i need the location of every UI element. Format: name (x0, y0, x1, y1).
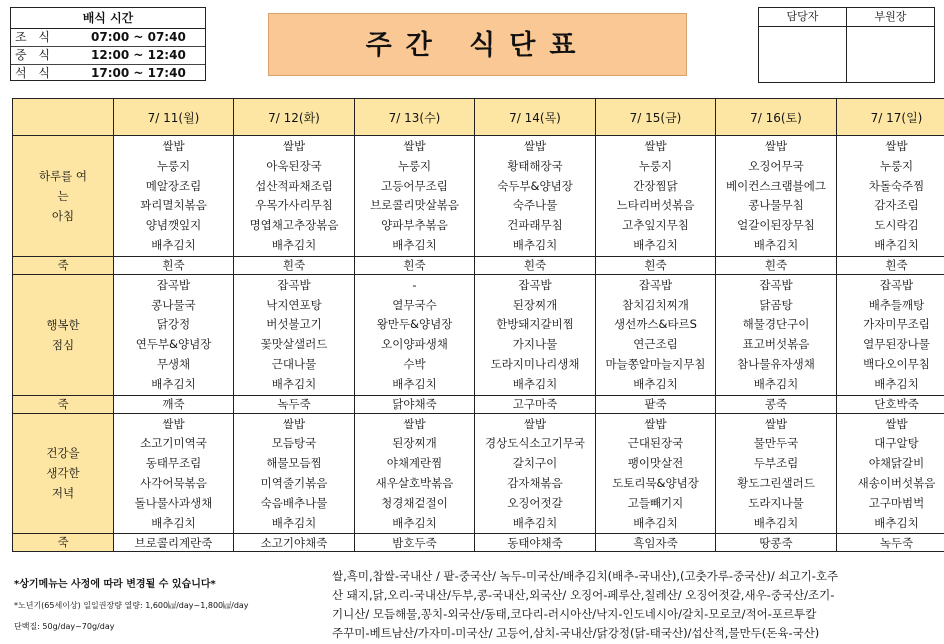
menu-item: 얼갈이된장무침 (737, 218, 815, 233)
page-title: 주간 식단표 (268, 13, 687, 76)
menu-item: 메알장조림 (145, 178, 202, 193)
menu-item: 사각어묵볶음 (140, 475, 207, 490)
meal-label-line: 행복한 (46, 317, 80, 332)
menu-item: 고구마범벅 (868, 495, 925, 510)
day-header: 7/ 12(화) (234, 99, 355, 136)
menu-item: 낙지연포탕 (266, 297, 322, 312)
day-header: 7/ 14(목) (475, 99, 596, 136)
lunch-label (13, 274, 114, 395)
menu-item: 새송이버섯볶음 (857, 475, 936, 490)
porridge-cell: 흰죽 (234, 256, 355, 274)
breakfast-label (13, 136, 114, 257)
menu-cell (355, 413, 475, 534)
origin-line: 산 돼지,닭,오리-국내산/두부,콩-국내산,외국산/ 오징어-페루산,칠레산/ 오징어젓갈,새우-중국산/조기- (332, 588, 835, 602)
menu-item: 배추김치 (512, 515, 558, 530)
menu-item: 베이컨스크램블에그 (726, 178, 826, 193)
menu-item: 갈치구이 (512, 456, 558, 471)
day-header: 7/ 17(일) (837, 99, 944, 136)
meal-time-row (11, 64, 205, 82)
menu-item: 열무국수 (392, 297, 437, 312)
menu-cell (234, 274, 355, 395)
menu-cell (716, 274, 837, 395)
menu-item: 참치김치찌개 (622, 297, 689, 312)
menu-item: 잡곡밥 (879, 277, 914, 292)
menu-item: 배추김치 (753, 515, 799, 530)
meal-time-value: 17:00 ~ 17:40 (91, 66, 186, 80)
menu-item: 콩나물무침 (748, 198, 804, 213)
menu-item: 건파래무침 (507, 218, 563, 233)
menu-item: 잡곡밥 (277, 277, 311, 292)
header-corner (13, 99, 114, 136)
menu-cell (475, 136, 596, 257)
menu-item: 쌀밥 (764, 139, 788, 153)
menu-item: 양념깻잎지 (145, 218, 202, 233)
menu-item: 배추김치 (753, 237, 799, 252)
menu-item: 간장찜닭 (633, 178, 678, 193)
menu-item: 양파부추볶음 (381, 218, 448, 233)
menu-item: 쌀밥 (403, 139, 426, 153)
meal-time-title: 배식 시간 (11, 8, 205, 29)
menu-item: 쌀밥 (764, 416, 788, 431)
menu-item: 동태무조림 (145, 456, 202, 471)
menu-item: 명엽채고추장볶음 (249, 218, 339, 233)
porridge-cell: 흰죽 (114, 256, 234, 274)
menu-item: 우목가사리무침 (255, 198, 333, 213)
porridge-cell: 깨죽 (114, 395, 234, 413)
porridge-cell: 닭야채죽 (355, 395, 475, 413)
meal-label-line: 하루를 여 (38, 168, 88, 183)
menu-item: 연두부&양념장 (135, 337, 212, 352)
meal-time-label: 조 식 (15, 30, 54, 44)
porridge-cell: 콩죽 (716, 395, 837, 413)
lunch-row (13, 274, 944, 395)
menu-item: 꽃맛살샐러드 (260, 337, 328, 352)
menu-item: 차돌숙주찜 (868, 178, 925, 193)
menu-item: 야채닭갈비 (868, 456, 925, 471)
menu-item: 쌀밥 (644, 139, 667, 153)
menu-item: 백다오이무침 (863, 356, 930, 371)
menu-item: 쌀밥 (282, 416, 306, 431)
menu-item: 배추김치 (392, 515, 437, 530)
menu-item: 오이양파생채 (381, 337, 448, 352)
menu-item: 배추김치 (151, 515, 196, 530)
menu-item: 숙두부&양념장 (497, 178, 573, 193)
menu-item: 근대나물 (271, 356, 317, 371)
menu-item: 수박 (403, 356, 426, 371)
origin-info (332, 567, 936, 643)
menu-item: 배추김치 (512, 237, 558, 252)
porridge-cell: 밤호두죽 (355, 534, 475, 552)
porridge-row (13, 395, 944, 413)
porridge-label: 죽 (13, 534, 114, 552)
menu-cell (837, 136, 944, 257)
meal-label-line: 저녁 (51, 486, 75, 501)
meal-label-line: 는 (57, 188, 69, 203)
menu-item: 마늘쫑알마늘지무침 (605, 356, 706, 371)
day-header: 7/ 16(토) (716, 99, 837, 136)
menu-item: 배추김치 (271, 515, 317, 530)
porridge-cell: 팥죽 (596, 395, 716, 413)
menu-item: 고들빼기지 (627, 495, 684, 510)
change-notice: *상기메뉴는 사정에 따라 변경될 수 있습니다* (14, 579, 216, 590)
menu-item: 두부조림 (753, 456, 799, 471)
menu-item: 경상도식소고기무국 (485, 436, 585, 451)
menu-item: 근대된장국 (627, 436, 684, 451)
meal-time-row (11, 46, 205, 64)
meal-label-line: 아침 (51, 208, 75, 223)
meal-label-line: 건강을 (46, 446, 80, 461)
meal-time-row (11, 29, 205, 46)
menu-cell (837, 274, 944, 395)
day-header: 7/ 11(월) (114, 99, 234, 136)
menu-item: 가자미무조림 (863, 317, 930, 332)
menu-item: 고추잎지무침 (622, 218, 689, 233)
menu-item: 콩나물국 (151, 297, 196, 312)
menu-cell (716, 136, 837, 257)
menu-item: 배추들깨탕 (868, 297, 925, 312)
porridge-cell: 흰죽 (596, 256, 716, 274)
menu-item: 된장찌개 (392, 436, 437, 451)
menu-item: 소고기미역국 (140, 436, 207, 451)
menu-item: 참나물유자생채 (737, 356, 815, 371)
menu-cell (837, 413, 944, 534)
approval-box (758, 7, 935, 83)
menu-item: 돌나물사과생채 (134, 495, 213, 510)
menu-item: 배추김치 (633, 237, 678, 252)
meal-label-line: 점심 (51, 337, 75, 352)
menu-item: 쌀밥 (523, 139, 547, 153)
menu-item: 브로콜리맛살볶음 (370, 198, 459, 213)
menu-cell (596, 274, 716, 395)
menu-item: 도토리묵&양념장 (612, 475, 699, 490)
day-header-row (13, 99, 944, 136)
porridge-cell: 녹두죽 (837, 534, 944, 552)
approval-vice-director-signature-cell (846, 27, 934, 83)
porridge-cell: 동태야채죽 (475, 534, 596, 552)
menu-cell (716, 413, 837, 534)
porridge-cell: 소고기야채죽 (234, 534, 355, 552)
menu-item: 숙음배추나물 (260, 495, 328, 510)
menu-item: 배추김치 (753, 376, 799, 391)
menu-cell (234, 413, 355, 534)
menu-cell (114, 413, 234, 534)
dinner-row (13, 413, 944, 534)
menu-item: 배추김치 (874, 376, 919, 391)
porridge-label: 죽 (13, 395, 114, 413)
porridge-row (13, 534, 944, 552)
menu-item: 잡곡밥 (518, 277, 552, 292)
menu-item: 야채계란찜 (386, 456, 443, 471)
menu-item: 배추김치 (392, 376, 437, 391)
menu-cell (475, 274, 596, 395)
dinner-label (13, 413, 114, 534)
menu-item: 배추김치 (874, 515, 919, 530)
menu-item: 도라지미나리생채 (490, 356, 580, 371)
menu-item: 닭강정 (156, 317, 191, 332)
menu-item: 왕만두&양념장 (376, 317, 453, 332)
meal-time-label: 석 식 (15, 66, 54, 80)
menu-item: 숙주나물 (512, 198, 558, 213)
menu-cell (475, 413, 596, 534)
menu-cell (355, 136, 475, 257)
notes (14, 575, 324, 637)
menu-item: 황도그린샐러드 (737, 475, 815, 490)
menu-item: 대구알탕 (874, 436, 919, 451)
energy-recommendation: *노년기(65세이상) 일일권장량 열량: 1,600㎉/day~1,800㎉/day (14, 601, 249, 610)
menu-item: 버섯불고기 (266, 317, 322, 332)
menu-item: 누룽지 (397, 158, 432, 173)
menu-item: 섭산적파채조림 (255, 178, 333, 193)
porridge-cell: 흑임자죽 (596, 534, 716, 552)
menu-item: 배추김치 (151, 376, 196, 391)
menu-item: 황태해장국 (507, 158, 563, 173)
origin-line: 기니산/ 모듬해물,꽁치-외국산/동태,코다리-러시아산/낙지-인도네시아/갈치-모로코/적어-포르투칼 (332, 607, 817, 621)
origin-line: 쌀,흑미,찹쌀-국내산 / 팥-중국산/ 녹두-미국산/배추김치(배추-국내산),(고춧가루-중국산)/ 쇠고기-호주 (332, 569, 839, 583)
approval-manager-label: 담당자 (786, 10, 819, 23)
menu-item: 생선까스&타르S (614, 317, 697, 332)
menu-item: - (412, 277, 417, 292)
menu-item: 된장찌개 (512, 297, 558, 312)
menu-item: 새우살호박볶음 (375, 475, 454, 490)
menu-item: 감자채볶음 (507, 475, 563, 490)
day-header: 7/ 15(금) (596, 99, 716, 136)
porridge-cell: 고구마죽 (475, 395, 596, 413)
meal-time-value: 07:00 ~ 07:40 (91, 30, 186, 44)
menu-cell (596, 413, 716, 534)
menu-item: 열무된장나물 (863, 337, 930, 352)
porridge-row (13, 256, 944, 274)
menu-item: 해물경단구이 (742, 317, 810, 332)
menu-item: 배추김치 (633, 515, 678, 530)
menu-cell (355, 274, 475, 395)
menu-item: 배추김치 (633, 376, 678, 391)
menu-item: 쌀밥 (403, 416, 426, 431)
porridge-cell: 흰죽 (355, 256, 475, 274)
protein-recommendation: 단백질: 50g/day~70g/day (14, 622, 115, 631)
menu-cell (596, 136, 716, 257)
porridge-cell: 흰죽 (837, 256, 944, 274)
menu-item: 미역줄기볶음 (260, 475, 328, 490)
menu-item: 쌀밥 (282, 139, 306, 153)
approval-vice-director-label: 부원장 (846, 8, 934, 26)
meal-label-line: 생각한 (46, 466, 80, 481)
menu-item: 쌀밥 (162, 139, 185, 153)
menu-item: 오징어젓갈 (507, 495, 563, 510)
weekly-menu-table (12, 98, 944, 552)
menu-item: 쌀밥 (644, 416, 667, 431)
menu-item: 연근조림 (633, 337, 678, 352)
menu-item: 가지나물 (512, 337, 558, 352)
porridge-cell: 흰죽 (475, 256, 596, 274)
menu-item: 한방돼지갈비찜 (496, 317, 574, 332)
menu-item: 표고버섯볶음 (742, 337, 810, 352)
menu-item: 해물모듬찜 (266, 456, 322, 471)
menu-item: 잡곡밥 (638, 277, 673, 292)
menu-item: 도라지나물 (748, 495, 804, 510)
menu-item: 쌀밥 (885, 139, 908, 153)
porridge-cell: 브로콜리계란죽 (114, 534, 234, 552)
menu-item: 잡곡밥 (156, 277, 191, 292)
menu-item: 팽이맛살전 (627, 456, 684, 471)
meal-time-value: 12:00 ~ 12:40 (91, 48, 186, 62)
menu-item: 감자조림 (874, 198, 919, 213)
origin-line: 주꾸미-베트남산/가자미-미국산/ 고등어,삼치-국내산/닭강정(닭-태국산)/섭산적,물만두(돈육-국산) (332, 626, 820, 640)
menu-item: 닭곰탕 (759, 297, 793, 312)
menu-item: 누룽지 (156, 158, 191, 173)
meal-time-label: 중 식 (15, 48, 54, 62)
porridge-cell: 땅콩죽 (716, 534, 837, 552)
menu-item: 고등어무조림 (381, 178, 448, 193)
day-header: 7/ 13(수) (355, 99, 475, 136)
meal-time-box (10, 7, 206, 81)
porridge-cell: 단호박죽 (837, 395, 944, 413)
menu-item: 오징어무국 (748, 158, 804, 173)
approval-manager-signature-cell (759, 27, 846, 83)
porridge-cell: 녹두죽 (234, 395, 355, 413)
menu-cell (114, 274, 234, 395)
menu-item: 누룽지 (638, 158, 673, 173)
menu-item: 모듬탕국 (271, 436, 317, 451)
menu-item: 무생채 (156, 356, 191, 371)
menu-cell (114, 136, 234, 257)
breakfast-row (13, 136, 944, 257)
porridge-label: 죽 (13, 256, 114, 274)
menu-item: 느타리버섯볶음 (616, 198, 695, 213)
menu-item: 배추김치 (512, 376, 558, 391)
menu-item: 배추김치 (271, 237, 317, 252)
menu-item: 청경채겉절이 (381, 495, 448, 510)
menu-item: 누룽지 (879, 158, 914, 173)
menu-item: 배추김치 (874, 237, 919, 252)
menu-item: 쌀밥 (162, 416, 185, 431)
menu-item: 배추김치 (392, 237, 437, 252)
menu-item: 쌀밥 (885, 416, 908, 431)
porridge-cell: 흰죽 (716, 256, 837, 274)
menu-item: 배추김치 (271, 376, 317, 391)
menu-item: 물만두국 (753, 436, 799, 451)
menu-item: 쌀밥 (523, 416, 547, 431)
menu-item: 배추김치 (151, 237, 196, 252)
menu-item: 꽈리멸치볶음 (140, 198, 207, 213)
menu-item: 도시락김 (874, 218, 919, 233)
menu-cell (234, 136, 355, 257)
menu-item: 잡곡밥 (759, 277, 793, 292)
menu-item: 아욱된장국 (266, 158, 322, 173)
